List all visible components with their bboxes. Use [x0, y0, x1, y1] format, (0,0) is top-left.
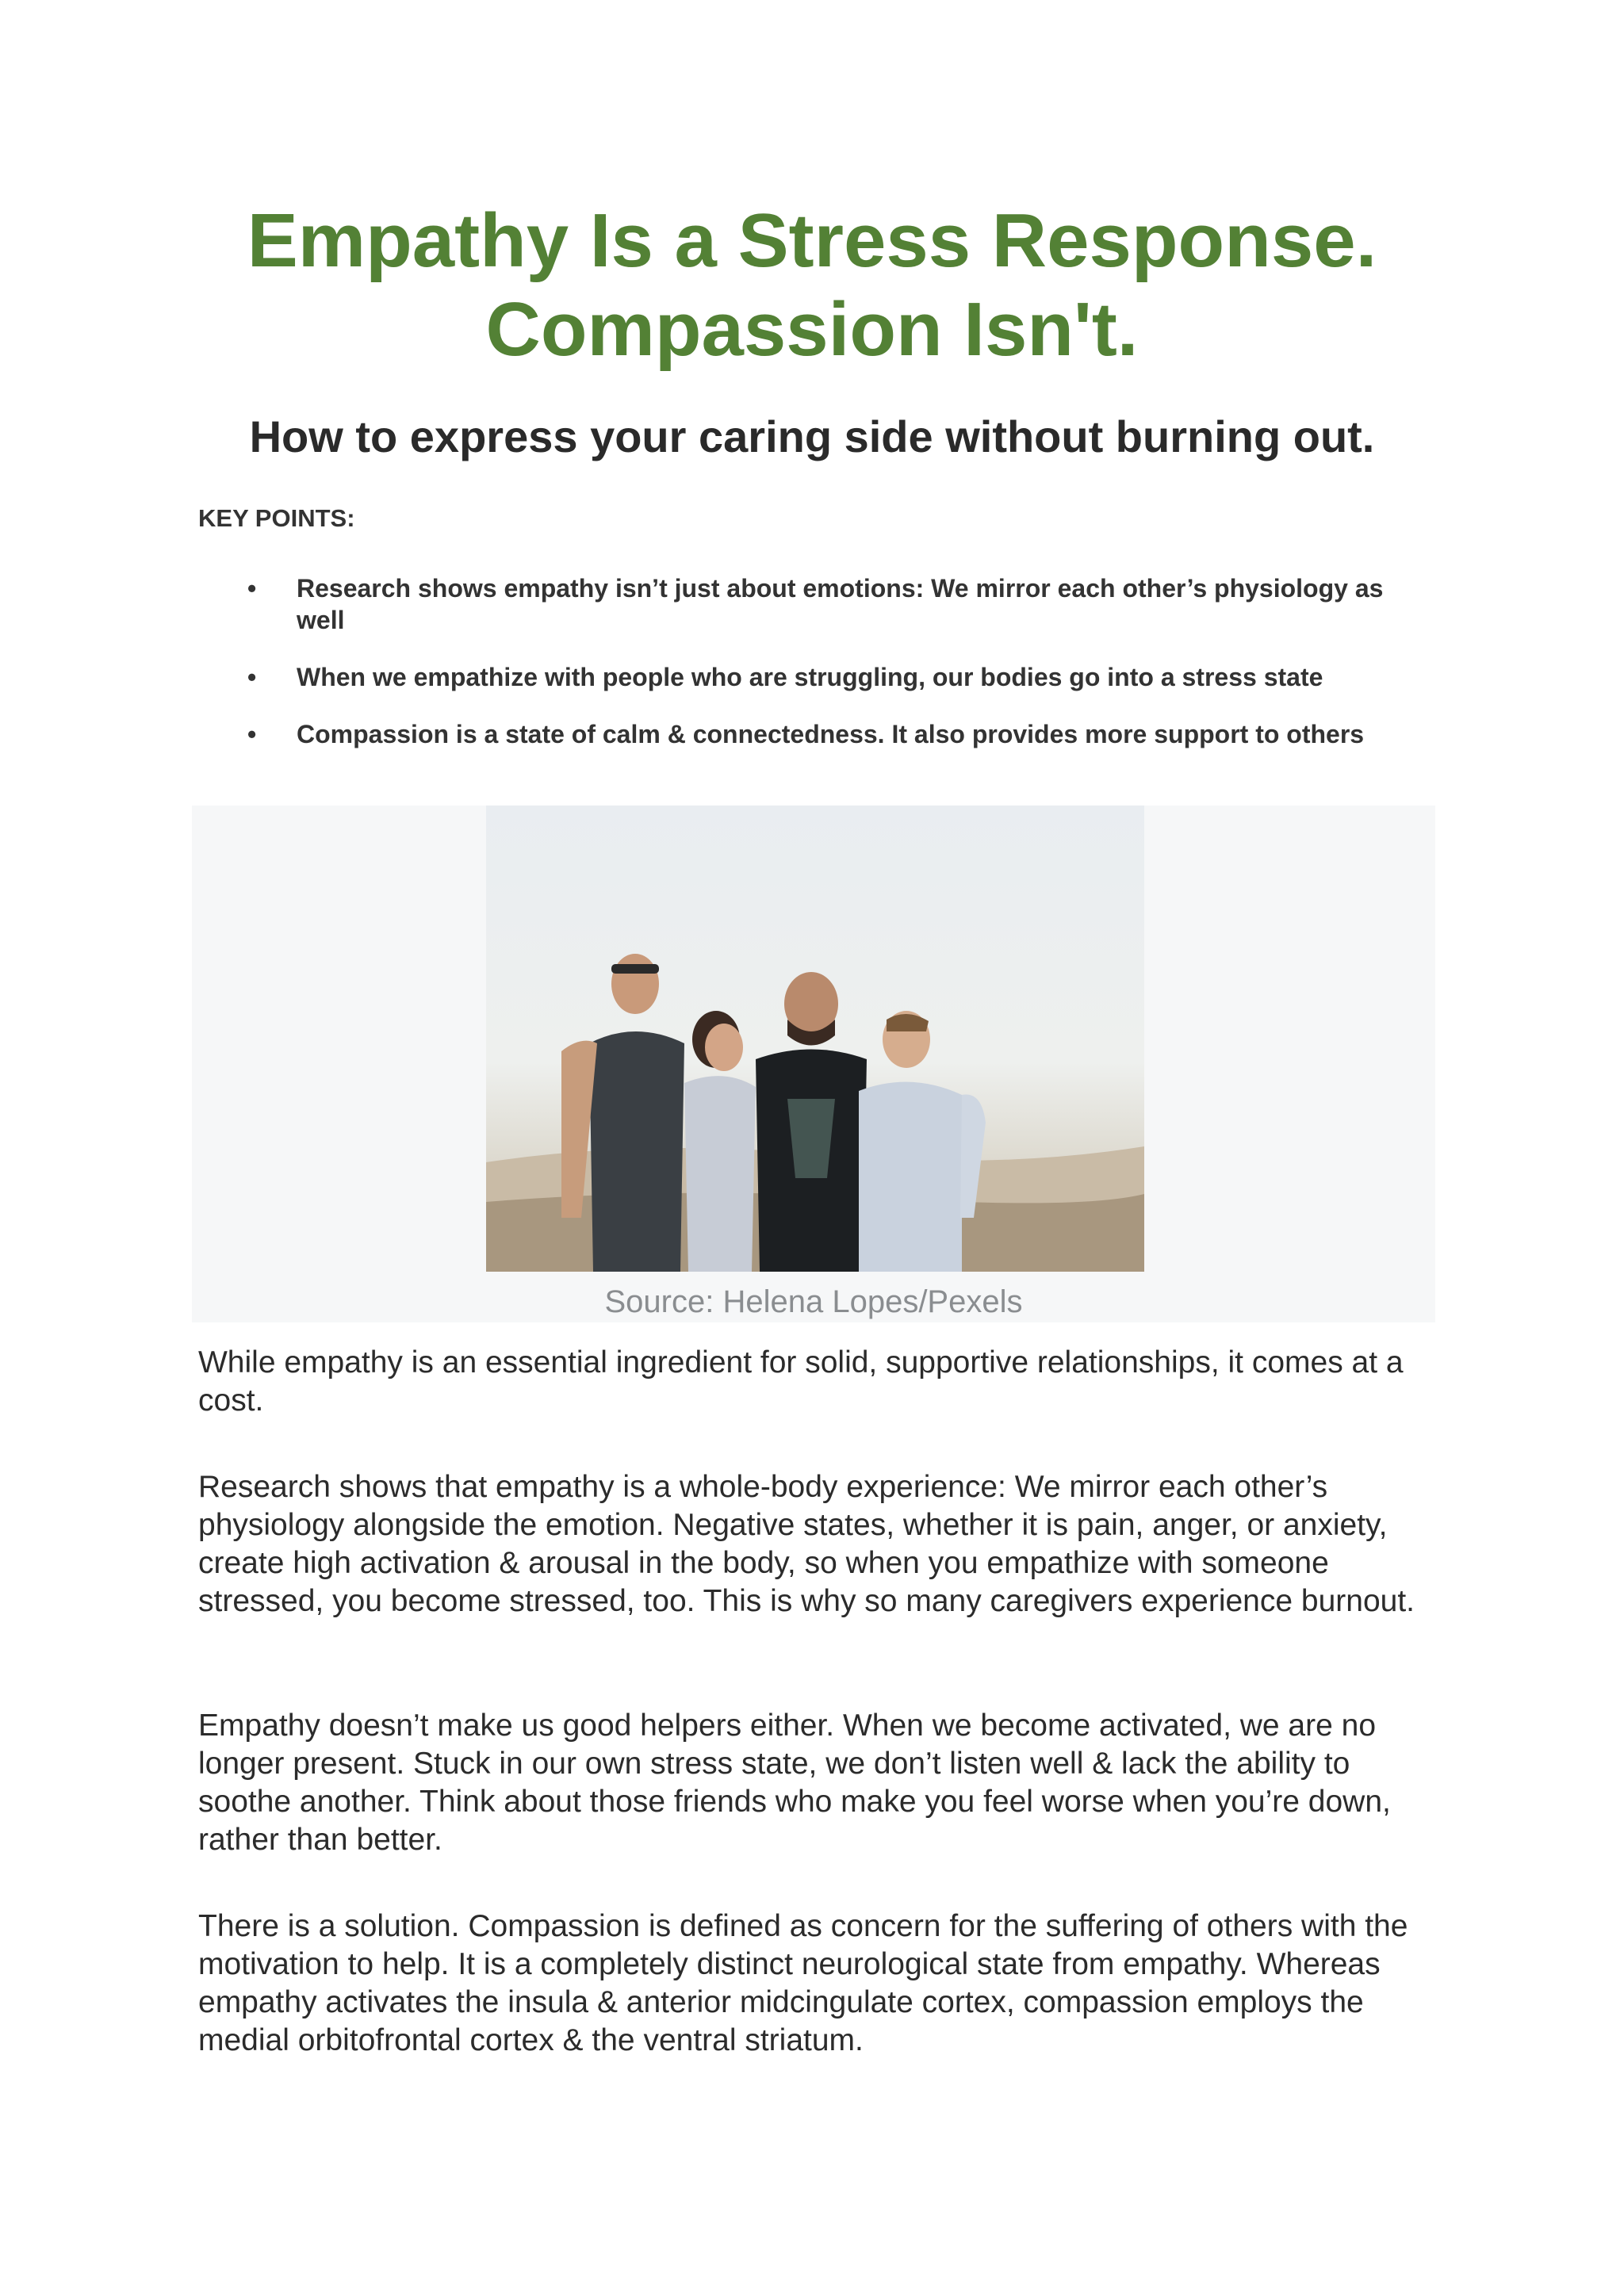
key-point-text: When we empathize with people who are struggling, our bodies go into a stress state: [297, 663, 1323, 691]
person-body: [684, 1076, 756, 1272]
body-paragraph: While empathy is an essential ingredient for solid, supportive relationships, it comes at a cost.: [198, 1345, 1404, 1418]
key-point-text: Compassion is a state of calm & connectedness. It also provides more support to others: [297, 720, 1365, 748]
body-paragraph: There is a solution. Compassion is defined as concern for the suffering of others with the motivation to help. It is a completely distinct neurological state from empathy. Whereas empathy activates the insula & anterior midcingulate cortex, compassion employs the medial orbitofrontal cortex & the ventral striatum.: [198, 1909, 1408, 2057]
key-point-text: Research shows empathy isn’t just about emotions: We mirror each other’s physiology as well: [297, 574, 1384, 634]
key-points-list: [198, 572, 1435, 750]
key-point-item: [198, 572, 1435, 636]
person-head: [705, 1024, 743, 1071]
shirt-print: [787, 1099, 835, 1178]
bullet-icon: •: [247, 574, 257, 603]
people-illustration: [486, 806, 1144, 1272]
page-title: Empathy Is a Stress Response. Compassion Isn't.: [247, 198, 1377, 372]
body-paragraph: Empathy doesn’t make us good helpers either. When we become activated, we are no longer present. Stuck in our own stress state, we don’t listen well & lack the ability to soothe another. Think about those friends who make you feel worse when you’re down, rather than better.: [198, 1709, 1391, 1857]
photo-figure: [192, 806, 1435, 1322]
group-photo: [486, 806, 1144, 1272]
person-body: [589, 1031, 684, 1272]
person-head: [611, 954, 659, 1014]
sunglasses-shape: [611, 964, 659, 974]
image-caption: Source: Helena Lopes/Pexels: [604, 1284, 1023, 1319]
bullet-icon: •: [247, 663, 257, 691]
person-hair: [887, 1014, 929, 1031]
person-body: [859, 1082, 962, 1272]
body-paragraph: Research shows that empathy is a whole-body experience: We mirror each other’s physiology alongside the emotion. Negative states, whether it is pain, anger, or anxiety, create high activation & arousal in the body, so when you empathize with someone stressed, you become stressed, too. This is why so many caregivers experience burnout.: [198, 1470, 1415, 1618]
page-subtitle: How to express your caring side without burning out.: [249, 411, 1375, 461]
key-point-item: [198, 661, 1435, 693]
key-point-item: [198, 718, 1435, 750]
key-points-heading: KEY POINTS:: [198, 504, 355, 532]
bullet-icon: •: [247, 720, 257, 748]
